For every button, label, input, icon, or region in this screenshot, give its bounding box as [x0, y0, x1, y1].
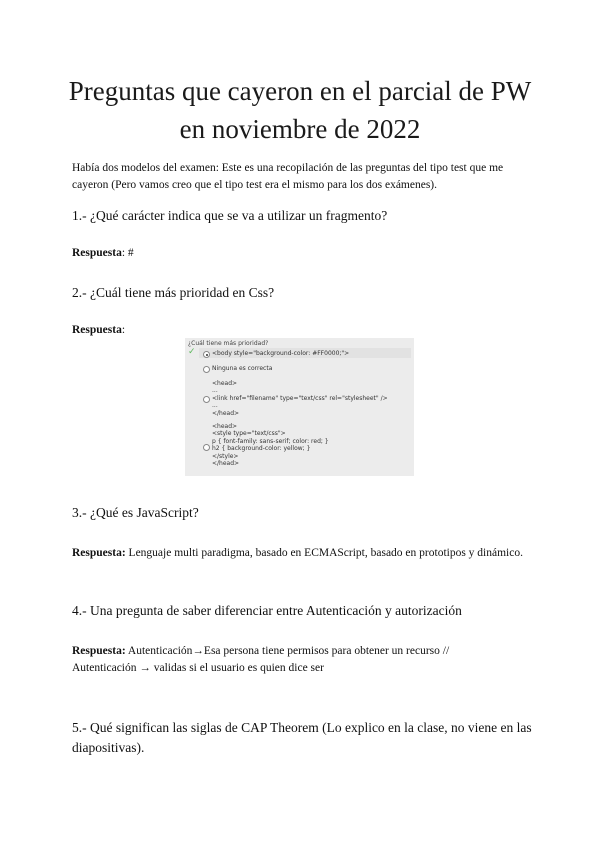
- option-1: <body style="background-color: #FF0000;">: [212, 350, 350, 357]
- answer-label: Respuesta:: [72, 547, 126, 559]
- radio-icon: [203, 396, 210, 403]
- answer-separator: :: [121, 247, 128, 259]
- radio-icon: [203, 366, 210, 373]
- answer-3: [72, 545, 542, 562]
- answer-2: [72, 322, 542, 339]
- answer-screenshot: [185, 338, 414, 476]
- answer-text: #: [127, 247, 134, 259]
- screenshot-heading: ¿Cuál tiene más prioridad?: [188, 340, 269, 347]
- answer-separator: :: [121, 324, 126, 336]
- radio-selected-icon: [203, 351, 210, 358]
- radio-icon: [203, 444, 210, 451]
- check-icon: ✓: [188, 347, 196, 357]
- title-line-2: en noviembre de 2022: [179, 114, 421, 144]
- title-line-1: Preguntas que cayeron en el parcial de PW: [68, 76, 532, 106]
- question-4: 4.- Una pregunta de saber diferenciar entre Autenticación y autorización: [72, 603, 462, 618]
- answer-label: Respuesta:: [72, 645, 126, 657]
- answer-4: [72, 643, 542, 677]
- option-2: Ninguna es correcta: [212, 365, 273, 372]
- answer-label: Respuesta: [72, 247, 122, 259]
- option-3: <head> ... <link href="filename" type="text/css" rel="stylesheet" /> ... </head>: [212, 380, 388, 417]
- question-2: 2.- ¿Cuál tiene más prioridad en Css?: [72, 285, 275, 300]
- intro-paragraph: Había dos modelos del examen: Este es una recopilación de las preguntas del tipo test que me cayeron (Pero vamos creo que el tipo test era el mismo para los dos exámenes).: [72, 162, 504, 191]
- option-4: <head> <style type="text/css"> p { font-family: sans-serif; color: red; } h2 { background-color: yellow; } </style> </head>: [212, 423, 329, 468]
- question-3: 3.- ¿Qué es JavaScript?: [72, 505, 199, 520]
- question-5: 5.- Qué significan las siglas de CAP Theorem (Lo explico en la clase, no viene en las diapositivas).: [72, 720, 532, 755]
- answer-text-line-1: Autenticación→Esa persona tiene permisos para obtener un recurso //: [125, 645, 450, 657]
- answer-1: [72, 245, 542, 262]
- document-title: [40, 72, 560, 148]
- question-1: 1.- ¿Qué carácter indica que se va a utilizar un fragmento?: [72, 208, 388, 223]
- answer-label: Respuesta: [72, 324, 122, 336]
- answer-text-line-2: Autenticación → validas si el usuario es quien dice ser: [72, 662, 324, 674]
- answer-text: Lenguaje multi paradigma, basado en ECMAScript, basado en prototipos y dinámico.: [125, 547, 523, 559]
